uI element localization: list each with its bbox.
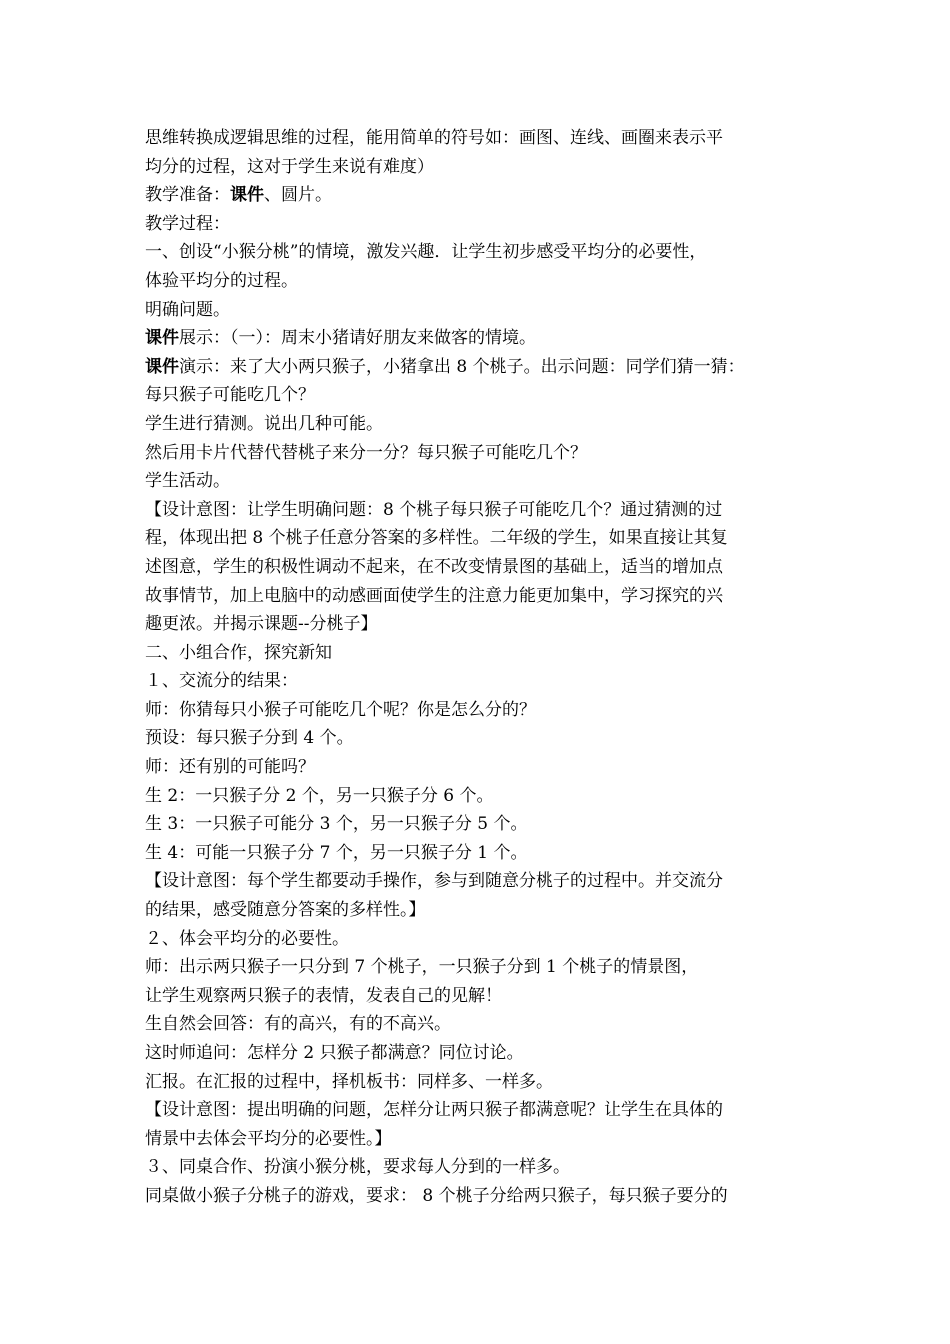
bold-keyword: 课件 xyxy=(145,356,179,377)
subsection-heading: ２、体会平均分的必要性。 xyxy=(145,928,349,949)
text-line: 生 3：一只猴子可能分 3 个，另一只猴子分 5 个。 xyxy=(145,814,528,835)
design-intent-line: 【设计意图：提出明确的问题，怎样分让两只猴子都满意呢？让学生在具体的 xyxy=(145,1100,723,1121)
bold-keyword: 课件 xyxy=(230,185,264,206)
text-line: 体验平均分的过程。 xyxy=(145,270,298,291)
text-line-courseware-show xyxy=(145,324,825,353)
subsection-heading: ３、同桌合作、扮演小猴分桃，要求每人分到的一样多。 xyxy=(145,1157,570,1178)
line-suffix: 展示：（一）：周末小猪请好朋友来做客的情境。 xyxy=(179,328,536,349)
design-intent-line: 故事情节，加上电脑中的动感画面使学生的注意力能更加集中，学习探究的兴 xyxy=(145,585,723,606)
text-line: 让学生观察两只猴子的表情，发表自己的见解！ xyxy=(145,985,502,1006)
text-line: 学生进行猜测。说出几种可能。 xyxy=(145,413,383,434)
line-suffix: 演示：来了大小两只猴子，小猪拿出 8 个桃子。出示问题：同学们猜一猜： xyxy=(179,356,745,377)
text-line-courseware-demo xyxy=(145,353,825,382)
text-line: 学生活动。 xyxy=(145,471,230,492)
text-line: 生自然会回答：有的高兴，有的不高兴。 xyxy=(145,1014,451,1035)
text-line: 师：你猜每只小猴子可能吃几个呢？你是怎么分的？ xyxy=(145,699,536,720)
line-prefix: 教学准备： xyxy=(145,185,230,206)
text-line: 然后用卡片代替代替桃子来分一分？每只猴子可能吃几个？ xyxy=(145,442,587,463)
design-intent-line: 【设计意图：让学生明确问题：8 个桃子每只猴子可能吃几个？通过猜测的过 xyxy=(145,499,723,520)
text-line: 生 2：一只猴子分 2 个，另一只猴子分 6 个。 xyxy=(145,785,494,806)
design-intent-line: 程，体现出把 8 个桃子任意分答案的多样性。二年级的学生，如果直接让其复 xyxy=(145,528,728,549)
design-intent-line: 趣更浓。并揭示课题--分桃子】 xyxy=(145,614,378,635)
text-line: 汇报。在汇报的过程中，择机板书：同样多、一样多。 xyxy=(145,1071,553,1092)
text-line: 均分的过程，这对于学生来说有难度） xyxy=(145,156,434,177)
text-line: 师：出示两只猴子一只分到 7 个桃子，一只猴子分到 1 个桃子的情景图， xyxy=(145,957,699,978)
section-heading: 二、小组合作，探究新知 xyxy=(145,642,332,663)
design-intent-line: 【设计意图：每个学生都要动手操作，参与到随意分桃子的过程中。并交流分 xyxy=(145,871,723,892)
text-line: 同桌做小猴子分桃子的游戏，要求： 8 个桃子分给两只猴子，每只猴子要分的 xyxy=(145,1185,728,1206)
text-line: 教学过程： xyxy=(145,213,230,234)
text-line: 生 4：可能一只猴子分 7 个，另一只猴子分 1 个。 xyxy=(145,842,528,863)
bold-keyword: 课件 xyxy=(145,328,179,349)
text-line-teaching-prep xyxy=(145,181,825,210)
text-line: 预设：每只猴子分到 4 个。 xyxy=(145,728,354,749)
text-line: 明确问题。 xyxy=(145,299,230,320)
section-heading: 一、创设“小猴分桃”的情境，激发兴趣．让学生初步感受平均分的必要性， xyxy=(145,242,707,263)
design-intent-line: 述图意，学生的积极性调动不起来，在不改变情景图的基础上，适当的增加点 xyxy=(145,556,723,577)
subsection-heading: １、交流分的结果： xyxy=(145,671,298,692)
document-body xyxy=(145,124,825,1211)
design-intent-line: 情景中去体会平均分的必要性。】 xyxy=(145,1128,392,1149)
text-line: 每只猴子可能吃几个？ xyxy=(145,385,315,406)
text-line: 思维转换成逻辑思维的过程，能用简单的符号如：画图、连线、画圈来表示平 xyxy=(145,128,723,148)
text-line: 师：还有别的可能吗？ xyxy=(145,757,315,778)
line-suffix: 、圆片。 xyxy=(264,185,332,206)
design-intent-line: 的结果，感受随意分答案的多样性。】 xyxy=(145,900,426,921)
text-line: 这时师追问：怎样分 2 只猴子都满意？同位讨论。 xyxy=(145,1043,524,1063)
